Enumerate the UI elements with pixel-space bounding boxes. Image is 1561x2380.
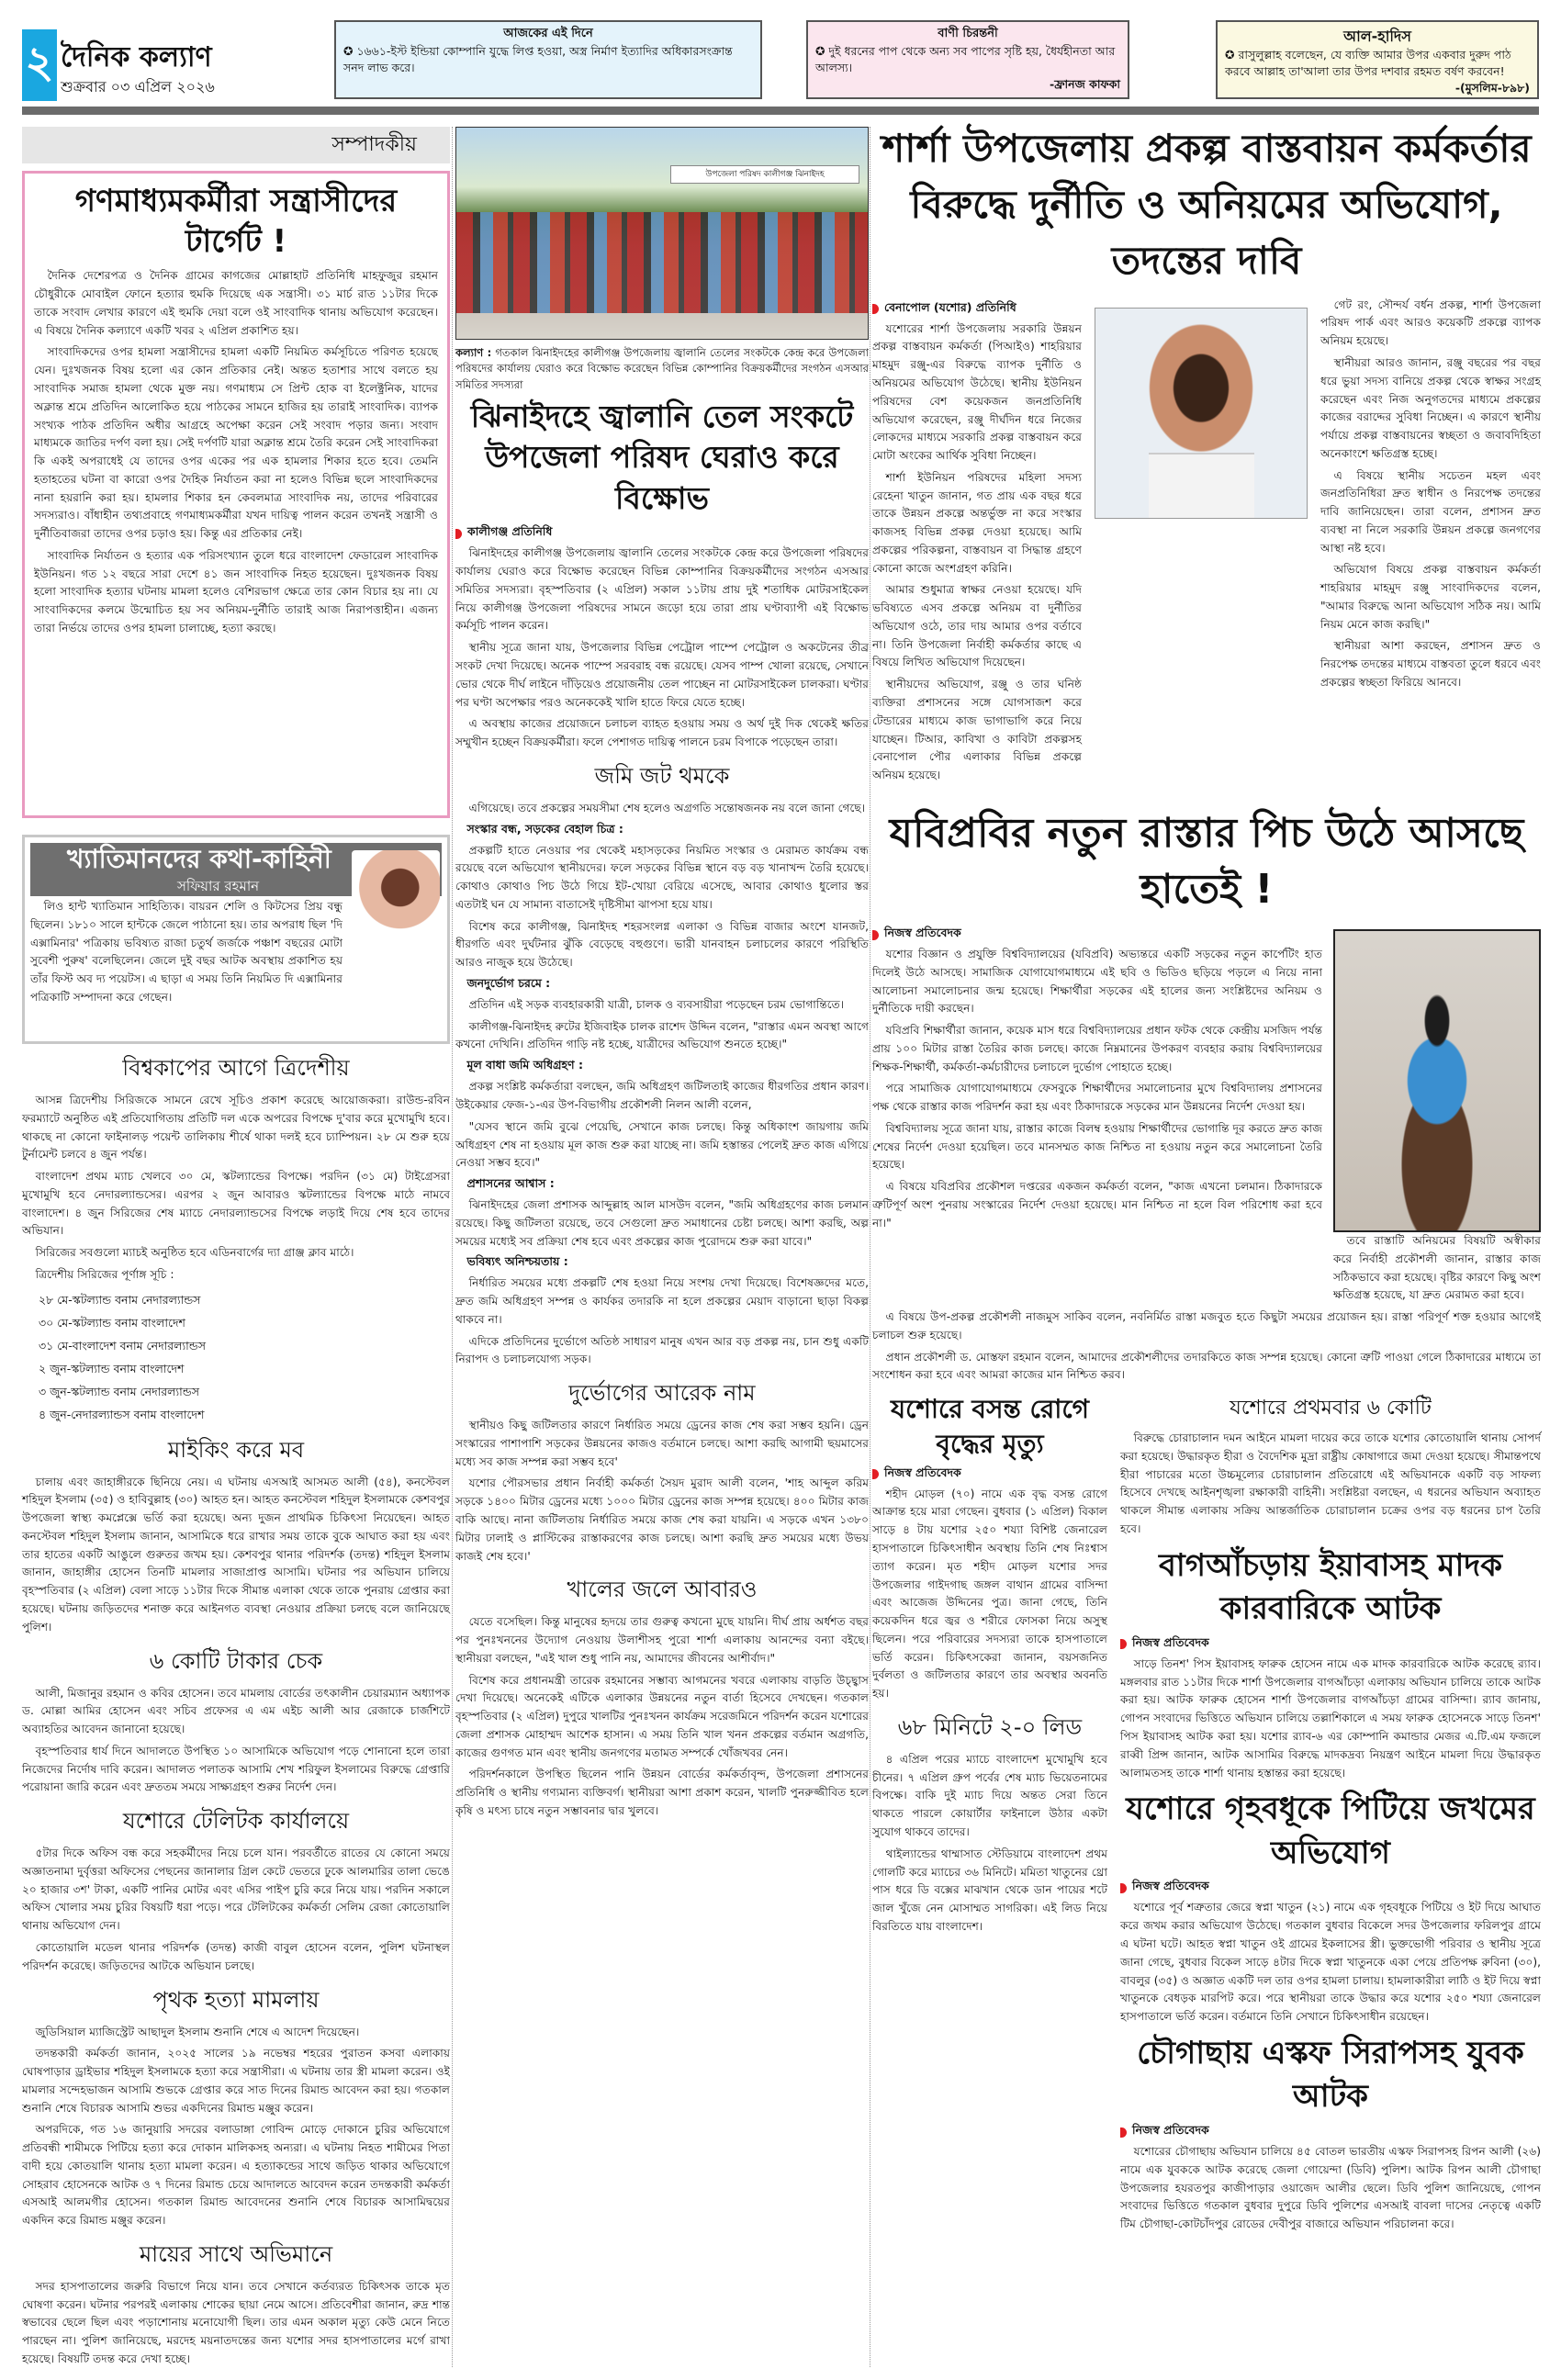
- bullet-icon: [872, 930, 879, 940]
- article-paragraph: স্থানীয়ও কিছু জটিলতার কারণে নির্ধারিত সময়ে ড্রেনের কাজ শেষ করা সম্ভব হয়নি। ড্রেন সংস্কারের পাশাপাশি সড়কের উন্নয়নের কাজও বর্তমানে চলছে। আশা করছি আগামী ছয়মাসের মধ্যে সব কাজ সম্পন্ন করা সম্ভব হবে': [455, 1419, 869, 1468]
- article-paragraph: বৃহস্পতিবার ধার্য দিনে আদালতে উপস্থিত ১০ আসামিকে অভিযোগ পড়ে শোনানো হলে তারা নিজেদের নির্দোষ দাবি করেন। আদালত পলাতক আসামি শেখ শরিফুল ইসলামের বিরুদ্ধে গ্রেপ্তারি পরোয়ানা জারি করেন এবং দ্রুততম সময়ে সাক্ষ্যগ্রহণ শুরুর নির্দেশ দেন।: [22, 1744, 450, 1794]
- article-paragraph: অপরদিকে, গত ১৬ জানুয়ারি সদরের বলাডাঙ্গা গোবিন্দ মোড়ে দোকানে চুরির অভিযোগে প্রতিবন্ধী শামীমকে পিটিয়ে হত্যা করে দোকান মালিকসহ অন্যরা। এ ঘটনায় নিহত শামীমের পিতা বাদী হয়ে কোতয়ালি থানায় হত্যা মামলা করেন। এ হত্যাকন্ডের সাথে জড়িত থাকার অভিযোগে সোহরাব হোসেনকে আটক ও ৭ দিনের রিমান্ড চেয়ে আদালতে আবেদন করেন তদন্তকারী কর্মকর্তা এসআই আলমগীর হোসেন। গতকাল রিমান্ড আবেদনের শুনানি শেষে বিচারক আসামিদ্বয়ের একদিন করে রিমান্ড মঞ্জুর করেন।: [22, 2123, 450, 2228]
- article-paragraph: এ বিষয়ে স্থানীয় সচেতন মহল এবং জনপ্রতিনিধিরা দ্রুত স্বাধীন ও নিরপেক্ষ তদন্তের দাবি জানিয়েছেন। তারা বলেন, প্রশাসন দ্রুত ব্যবস্থা না নিলে সরকারি উন্নয়ন প্রকল্পে জনগণের আস্থা নষ্ট হবে।: [1320, 468, 1541, 555]
- subhead: জনদুর্ভোগ চরমে :: [466, 975, 551, 990]
- land-jam-title: জমি জট থমকে: [594, 762, 730, 789]
- byline-text: নিজস্ব প্রতিবেদক: [884, 926, 961, 939]
- motorcycle-riders: [456, 212, 868, 313]
- byline-text: নিজস্ব প্রতিবেদক: [884, 1465, 961, 1479]
- hadis-text: ✪ রাসুলুল্লাহ বলেছেন, যে ব্যক্তি আমার উপর একবার দুরুদ পাঠ করবে আল্লাহ তা'আলা তার উপর দশবার রহমত বর্ষণ করবেন!: [1225, 48, 1511, 79]
- byline-text: কালীগঞ্জ প্রতিনিধি: [467, 524, 553, 539]
- murder-case-title: পৃথক হত্যা মামলায়: [152, 1986, 320, 2013]
- article-paragraph: প্রকল্পটি হাতে নেওয়ার পর থেকেই মহাসড়কের নিয়মিত সংস্কার ও মেরামত কার্যক্রম বন্ধ রয়েছে বলে অভিযোগ স্থানীয়দের। ফলে সড়কের বিভিন্ন স্থানে বড় বড় খানাখন্দ তৈরি হয়েছে। কোথাও কোথাও পিচ উঠে গিয়ে ইট-খোয়া বেরিয়ে এসেছে, আবার কোথাও ধুলোর স্তর এতটাই ঘন যে সামান্য বাতাসেই দৃষ্টিসীমা ঝাপসা হয়ে যায়।: [455, 843, 869, 911]
- column-divider: [452, 127, 453, 2367]
- masthead-rule: [22, 107, 1539, 115]
- subhead: মূল বাধা জমি অধিগ্রহণ :: [466, 1058, 583, 1072]
- bullet-icon: [1120, 1639, 1127, 1649]
- schedule-list: [22, 1288, 450, 1426]
- schedule-title: ত্রিদেশীয় সিরিজের পূর্ণাঙ্গ সূচি :: [35, 1267, 174, 1281]
- page-number: ২: [22, 29, 57, 101]
- article-paragraph: যশোরে পূর্ব শত্রুতার জেরে স্বপ্না খাতুন (২১) নামে এক গৃহবধূকে পিটিয়ে ও ইট দিয়ে আঘাত করে জখম করার অভিযোগ উঠেছে। গতকাল বুধবার বিকেলে সদর উপজেলার ফরিলপুর গ্রামে এ ঘটনা ঘটে। আহত স্বপ্না খাতুন ওই গ্রামের ইকলাসের স্ত্রী। ভুক্তভোগী পরিবার ও স্থানীয় সূত্রে জানা গেছে, বুধবার বিকেল সাড়ে ৪টার দিকে স্বপ্না খাতুনকে একা পেয়ে প্রতিপক্ষ রুবিনা (৩০), বাবলুর (৩৫) ও অজ্ঞাত একটি দল তার ওপর হামলা চালায়। হামলাকারীরা লাঠি ও ইট দিয়ে স্বপ্না খাতুনকে বেধড়ক মারপিট করে। পরে স্থানীয়রা তাকে উদ্ধার করে যশোর ২৫০ শয্যা জেনারেল হাসপাতালে ভর্তি করেন। বর্তমানে তিনি সেখানে চিকিৎসাধীন রয়েছেন।: [1120, 1901, 1541, 2024]
- middle-column: [455, 127, 869, 1824]
- article-paragraph: বিশ্ববিদ্যালয় সূত্রে জানা যায়, রাস্তার কাজে বিলম্ব হওয়ায় শিক্ষার্থীদের ভোগান্তি দূর করতে দ্রুত কাজ শেষের নির্দেশ দেওয়া হয়েছিল। তবে মানসম্মত কাজ নিশ্চিত না হওয়ায় নতুন করে সমালোচনা তৈরি হয়েছে।: [872, 1121, 1322, 1172]
- article-paragraph: বিশেষ করে কালীগঞ্জ, ঝিনাইদহ শহরসংলগ্ন এলাকা ও বিভিন্ন বাজার অংশে যানজট, ধীরগতি এবং দুর্ঘটনার ঝুঁকি বেড়েছে বহুগুণে। ভারী যানবাহন চলাচলের কারণে পরিস্থিতি আরও নাজুক হয়ে উঠেছে।: [455, 919, 869, 970]
- diamond-title: যশোরে প্রথমবার ৬ কোটি: [1230, 1397, 1432, 1420]
- world-cup-title: বিশ্বকাপের আগে ত্রিদেশীয়: [122, 1055, 350, 1081]
- cheque-title: ৬ কোটি টাকার চেক: [149, 1647, 323, 1674]
- author-photo: [352, 850, 440, 957]
- subhead: ভবিষ্যৎ অনিশ্চয়তায় :: [466, 1254, 568, 1269]
- article-paragraph: প্রধান প্রকৌশলী ড. মোস্তফা রহমান বলেন, আমাদের প্রকৌশলীদের তদারকিতে কাজ সম্পন্ন হয়েছে। কোনো ত্রুটি পাওয়া গেলে ঠিকাদারের মাধ্যমে তা সংশোধন করা হবে এবং আমরা কাজের মান নিশ্চিত করব।: [872, 1350, 1541, 1382]
- pox-headline: যশোরে বসন্ত রোগে বৃদ্ধের মৃত্যু: [890, 1394, 1090, 1459]
- bottom-right-stack: [1120, 1392, 1541, 2238]
- byline: [1120, 1879, 1541, 1897]
- article-paragraph: বিরুদ্ধে চোরাচালান দমন আইনে মামলা দায়ের করে তাকে যশোর কোতোয়ালি থানায় সোপর্দ করা হয়েছে। উদ্ধারকৃত হীরা ও বৈদেশিক মুদ্রা রাষ্ট্রীয় কোষাগারে জমা দেওয়া হয়েছে। সীমান্তপথে হীরা পাচারের মতো উচ্চমূল্যের চোরাচালান প্রতিরোধে এই অভিযানকে একটি বড় সাফল্য হিসেবে দেখছে আইনশৃঙ্খলা রক্ষাকারী বাহিনী। সংশ্লিষ্টরা বলছেন, এ ধরনের অভিযান অব্যাহত থাকলে সীমান্ত এলাকায় সক্রিয় আন্তর্জাতিক চোরাচালান চক্রের ওপর বড় ধরনের চাপ তৈরি হবে।: [1120, 1431, 1541, 1535]
- article-paragraph: থাইল্যান্ডের থাম্মাসাত স্টেডিয়ামে বাংলাদেশ প্রথম গোলটি করে ম্যাচের ৩৬ মিনিটে। মমিতা খাতুনের থ্রো পাস ধরে ডি বক্সের মাঝখান থেকে ডান পায়ের শটে জাল খুঁজে নেন মোসাম্মত সাগরিকা। এই লিড নিয়ে বিরতিতে যায় বাংলাদেশ।: [872, 1847, 1107, 1933]
- article-paragraph: এদিকে প্রতিদিনের দুর্ভোগে অতিষ্ঠ সাধারণ মানুষ এখন আর বড় প্রকল্প নয়, চান শুধু একটি নিরাপদ ও চলাচলযোগ্য সড়ক।: [455, 1334, 869, 1366]
- byline-text: নিজস্ব প্রতিবেদক: [1132, 1634, 1209, 1649]
- canal-title: খালের জলে আবারও: [567, 1577, 758, 1603]
- bullet-icon: [1120, 1883, 1127, 1893]
- editorial-title: গণমাধ্যমকর্মীরা সন্ত্রাসীদের টার্গেট !: [74, 183, 398, 261]
- byline-text: নিজস্ব প্রতিবেদক: [1132, 1879, 1209, 1893]
- road-photo: [1333, 929, 1541, 1232]
- article-paragraph: এ অবস্থায় কাজের প্রয়োজনে চলাচল ব্যাহত হওয়ায় সময় ও অর্থ দুই দিক থেকেই ক্ষতির সম্মুখীন হচ্ছেন বিক্রয়কর্মীরা। ফলে পেশাগত দায়িত্ব পালনে চরম বিপাকে পড়েছেন তারা।: [455, 717, 869, 749]
- road-article-text: [872, 922, 1322, 1308]
- subhead: সংস্কার বন্ধ, সড়কের বেহাল চিত্র :: [466, 821, 623, 836]
- mother-title: মায়ের সাথে অভিমানে: [139, 2240, 333, 2267]
- today-in-history-box: [334, 20, 762, 99]
- article-paragraph: এ বিষয়ে যবিপ্রবির প্রকৌশল দপ্তরের একজন কর্মকর্তা বলেন, "কাজ এখনো চলমান। ঠিকাদারকে ত্রুটিপূর্ণ অংশ পুনরায় সংস্কারের নির্দেশ দেওয়া হয়েছে। মান নিশ্চিত না হলে বিল পরিশোধ করা হবে না।": [872, 1180, 1322, 1229]
- teletalk-title: যশোরে টেলিটক কার্যালয়ে: [122, 1808, 350, 1835]
- photo-caption: [455, 345, 869, 393]
- article-paragraph: স্থানীয়রা আরও জানান, রঞ্জু বছরের পর বছর ধরে ভুয়া সদস্য বানিয়ে প্রকল্প থেকে স্বাক্ষর সংগ্রহ করেছেন এবং নিজ অনুগতদের মাধ্যমে প্রকল্পের কাজের বরাদ্দের সুবিধা নিচ্ছেন। এ কারণে স্থানীয় পর্যায়ে প্রকল্প বাস্তবায়নের স্বচ্ছতা ও জবাবদিহিতা অনেকাংশে ক্ষতিগ্রস্ত হচ্ছে।: [1320, 355, 1541, 460]
- bullet-icon: [1120, 2127, 1127, 2138]
- article-paragraph: শহীদ মোড়ল (৭০) নামে এক বৃদ্ধ বসন্ত রোগে আক্রান্ত হয়ে মারা গেছেন। বুধবার (১ এপ্রিল) বিকাল সাড়ে ৪ টায় যশোর ২৫০ শয্যা বিশিষ্ট জেনারেল হাসপাতালে চিকিৎসাধীন অবস্থায় তিনি শেষ নিঃশ্বাস ত্যাগ করেন। মৃত শহীদ মোড়ল যশোর সদর উপজেলার গাইদগাছ জঙ্গল বাথান গ্রামের বাসিন্দা এবং আজেজ উদ্দিনের পুত্র। জানা গেছে, তিনি কয়েকদিন ধরে জ্বর ও শরীরে ফোসকা নিয়ে অসুস্থ ছিলেন। পরে পরিবারের সদস্যরা তাকে হাসপাতালে ভর্তি করেন। চিকিৎসকেরা জানান, বয়সজনিত দুর্বলতা ও জটিলতার কারণে তার অবস্থার অবনতি হয়।: [872, 1487, 1107, 1701]
- article-paragraph: যশোর পৌরসভার প্রধান নির্বাহী কর্মকর্তা সৈয়দ মুরাদ আলী বলেন, 'শাহ আব্দুল করিম সড়কে ১৪০০ মিটার ড্রেনের মধ্যে ১০০০ মিটার ড্রেনের কাজ সম্পন্ন হয়েছে। ৪০০ মিটার কাজ বাকি আছে। নানা জটিলতায় নির্ধারিত সময়ে কাজ শেষ করা যায়নি। এ সড়কে এখন ১৩৮০ মিটার ঢালাই ও প্লাস্টিকের রাস্তাকরণের কাজ চলছে। আশা করছি দ্রুত সময়ের মধ্যে উভয় কাজই শেষ হবে।': [455, 1476, 869, 1563]
- article-paragraph: আলী, মিজানুর রহমান ও কবির হোসেন। তবে মামলায় বোর্ডের তৎকালীন চেয়ারম্যান অধ্যাপক ড. মোল্লা আমির হোসেন এবং সচিব প্রফেসর এ এম এইচ আলী আর রেজাকে চার্জশিটে অব্যাহতির আবেদন জানানো হয়েছে।: [22, 1686, 450, 1736]
- article-paragraph: জুডিসিয়াল ম্যাজিস্ট্রেট আছাদুল ইসলাম শুনানি শেষে এ আদেশ দিয়েছেন।: [35, 2025, 360, 2038]
- byline: [1120, 2123, 1541, 2141]
- today-in-history-title: আজকের এই দিনে: [503, 27, 593, 40]
- today-in-history-text: ✪ ১৬৬১-ইস্ট ইন্ডিয়া কোম্পানি যুদ্ধে লিপ্ত হওয়া, অস্ত্র নির্মাণ ইত্যাদির অধিকারসংক্রান্ত সনদ লাভ করে।: [343, 43, 733, 74]
- quote-author: -ফ্রানজ কাফকা: [1050, 77, 1120, 92]
- housewife-headline: যশোরে গৃহবধূকে পিটিয়ে জখমের অভিযোগ: [1126, 1791, 1535, 1871]
- article-paragraph: এগিয়েছে। তবে প্রকল্পের সময়সীমা শেষ হলেও অগ্রগতি সন্তোষজনক নয় বলে জানা গেছে।: [468, 801, 866, 814]
- lead-article: [872, 297, 1541, 789]
- article-paragraph: কোতোয়ালি মডেল থানার পরিদর্শক (তদন্ত) কাজী বাবুল হোসেন বলেন, পুলিশ ঘটনাস্থল পরিদর্শন করেছে। জড়িতদের আটকে অভিযান চলছে।: [22, 1940, 450, 1972]
- article-paragraph: ৪ এপ্রিল পরের ম্যাচে বাংলাদেশ মুখোমুখি হবে চীনের। ৭ এপ্রিল গ্রুপ পর্বের শেষ ম্যাচ ভিয়েতনামের বিপক্ষে। বাকি দুই ম্যাচ দিয়ে অন্তত সেরা তিনে থাকতে পারলে কোয়ার্টার ফাইনালে উঠার একটা সুযোগ থাকবে তাদের।: [872, 1752, 1107, 1838]
- schedule-item: ২ জুন-স্কটল্যান্ড বনাম বাংলাদেশ: [39, 1361, 185, 1375]
- yaba-headline: বাগআঁচড়ায় ইয়াবাসহ মাদক কারবারিকে আটক: [1159, 1546, 1502, 1628]
- article-paragraph: শার্শা ইউনিয়ন পরিষদের মহিলা সদস্য রেহেনা খাতুন জানান, গত প্রায় এক বছর ধরে তাকে উন্নয়ন প্রকল্পে অন্তর্ভুক্ত না করে সংস্কার কাজসহ বিভিন্ন প্রকল্প দেওয়া হয়েছে। আমি প্রকল্পের পরিকল্পনা, বাস্তবায়ন বা সিদ্ধান্ত গ্রহণে কোনো কাজে অংশগ্রহণ করিনি।: [872, 470, 1082, 575]
- article-paragraph: যবিপ্রবি শিক্ষার্থীরা জানান, কয়েক মাস ধরে বিশ্ববিদ্যালয়ের প্রধান ফটক থেকে কেন্দ্রীয় মসজিদ পর্যন্ত প্রায় ১০০ মিটার রাস্তা তৈরির কাজ চলছে। কাজে নিম্নমানের উপকরণ ব্যবহার করায় বিশ্ববিদ্যালয়ের শিক্ষক-শিক্ষার্থী, কর্মকর্তা-কর্মচারীদের চলাচলে দুর্ভোগ পোহাতে হচ্ছে।: [872, 1024, 1322, 1073]
- byline: [872, 1465, 1107, 1484]
- article-paragraph: এ বিষয়ে উপ-প্রকল্প প্রকৌশলী নাজমুস সাকিব বলেন, নবনির্মিত রাস্তা মজবুত হতে কিছুটা সময়ের প্রয়োজন হয়। রাস্তা পরিপূর্ণ শক্ত হওয়ার আগেই চলাচল শুরু হয়েছে।: [872, 1310, 1541, 1342]
- issue-date: শুক্রবার ০৩ এপ্রিল ২০২৬: [61, 78, 215, 95]
- bullet-icon: [872, 304, 879, 314]
- byline-text: বেনাপোল (যশোর) প্রতিনিধি: [884, 299, 1016, 314]
- schedule-item: ২৮ মে-স্কটল্যান্ড বনাম নেদারল্যান্ডস: [39, 1292, 201, 1307]
- editorial-paragraph: সাংবাদিকদের ওপর হামলা সন্ত্রাসীদের হামলা একটি নিয়মিত কর্মসূচিতে পরিণত হয়েছে যেন। দুঃখজনক বিষয় হলো এর কোন প্রতিকার নেই। অন্তত হতাশার সাথে বলতে হয় সাংবাদিক সমাজ হামলা থেকে মুক্ত নয়। গণমাধ্যম সে প্রিন্ট হোক বা ইলেক্ট্রনিক, যাদের অক্লান্ত শ্রমে প্রতিদিন আলোকিত হয়ে পাঠকের সামনে হাজির হয় তারাই সাংবাদিক। ব্যাপক সংখ্যক পাঠক প্রতিদিন অধীর আগ্রহে অপেক্ষা করেন সেই সংবাদ পড়ার জন্য। সংবাদ মাধ্যমকে জাতির দর্পণ বলা হয়। সেই দর্পণটি যারা অক্লান্ত শ্রমে তৈরি করেন সেই সাংবাদিকরা কি একই অপরাধেই যে তাদের ওপর একের পর এক হামলার শিকার হতে হবে। তেমনি হতাহতের ঘটনা বা কারো ওপর দৈহিক নির্যাতন করা না হলেও বিভিন্ন ছলে সাংবাদিকদের নানা হয়রানি করা হয়। হামলার শিকার হন কেবলমাত্র সাংবাদিক নয়, তাদের পরিবারের সদস্যরাও। বাঁধাহীন তথ্যপ্রবাহে গণমাধ্যমকর্মীরা যখন দায়িত্ব পালন করেন তখনই সন্ত্রাসী ও দুর্নীতিবাজরা তাদের ওপর চড়াও হয়। কিন্তু এর প্রতিকার নেই।: [34, 345, 438, 541]
- feature-author: সফিয়ার রহমান: [177, 878, 260, 894]
- feature-title: খ্যাতিমানদের কথা-কাহিনী: [67, 844, 331, 874]
- byline: [1120, 1635, 1541, 1654]
- hadis-title: আল-হাদিস: [1343, 28, 1411, 45]
- suffering-title: দুর্ভোগের আরেক নাম: [568, 1380, 756, 1407]
- hadis-box: [1216, 20, 1539, 99]
- quote-title: বাণী চিরন্তনী: [938, 27, 998, 40]
- road-photo-col: [1333, 922, 1541, 1308]
- article-paragraph: বিশেষ করে প্রধানমন্ত্রী তারেক রহমানের সম্ভাব্য আগমনের খবরে এলাকায় বাড়তি উচ্ছ্বাস দেখা দিয়েছে। অনেকেই এটিকে এলাকার উন্নয়নের নতুন বার্তা হিসেবে দেখছেন। গতকাল বৃহস্পতিবার (২ এপ্রিল) দুপুরে খালটির পুনঃখনন কার্যক্রম সরেজমিনে পরিদর্শন করেন যশোরের জেলা প্রশাসক মোহাম্মদ আশেক হাসান। এ সময় তিনি খাল খনন প্রকল্পের বর্তমান অগ্রগতি, কাজের গুণগত মান এবং স্থানীয় জনগণের মতামত সম্পর্কে খোঁজখবর নেন।: [455, 1673, 869, 1759]
- article-paragraph: সিরিজের সবগুলো ম্যাচই অনুষ্ঠিত হবে এডিনবার্গের দ্যা গ্রাঞ্জ ক্লাব মাঠে।: [35, 1246, 354, 1260]
- article-paragraph: নির্ধারিত সময়ের মধ্যে প্রকল্পটি শেষ হওয়া নিয়ে সংশয় দেখা দিয়েছে। বিশেষজ্ঞদের মতে, দ্রুত জমি অধিগ্রহণ সম্পন্ন ও কার্যকর তদারকি না হলে প্রকল্পের মেয়াদ বাড়ানো ছাড়া বিকল্প থাকবে না।: [455, 1276, 869, 1326]
- article-paragraph: স্থানীয়রা আশা করছেন, প্রশাসন দ্রুত ও নিরপেক্ষ তদন্তের মাধ্যমে বাস্তবতা তুলে ধরবে এবং প্রকল্পের স্বচ্ছতা ফিরিয়ে আনবে।: [1320, 639, 1541, 689]
- byline-text: নিজস্ব প্রতিবেদক: [1132, 2123, 1209, 2137]
- article-paragraph: যেতে বসেছিল। কিন্তু মানুষের হৃদয়ে তার গুরুত্ব কখনো মুছে যায়নি। দীর্ঘ প্রায় অর্ধশত বছর পর পুনঃখননের উদ্যোগ নেওয়ায় উলাশীসহ পুরো শার্শা এলাকায় আনন্দের বন্যা বইছে। স্থানীয়রা বলছেন, "এই খাল শুধু পানি নয়, আমাদের জীবনের আশীর্বাদ।": [455, 1615, 869, 1665]
- quote-text: ✪ দুই ধরনের পাপ থেকে অন্য সব পাপের সৃষ্টি হয়, ধৈর্যহীনতা আর আলস্য।: [815, 43, 1116, 74]
- article-paragraph: যশোরের চৌগাছায় অভিযান চালিয়ে ৪৫ বোতল ভারতীয় এস্কফ সিরাপসহ রিপন আলী (২৬) নামে এক যুবককে আটক করেছে জেলা গোয়েন্দা (ডিবি) পুলিশ। আটক রিপন আলী চৌগাছা উপজেলার হযরতপুর কাজীপাড়ার ওয়াজেদ আলীর ছেলে। ডিবি পুলিশ জানিয়েছে, গোপন সংবাদের ভিত্তিতে গতকাল বুধবার দুপুরে ডিবি পুলিশের এসআই বাবলা দাসের নেতৃত্বে একটি টিম চৌগাছা-কোটচাঁদপুর রোডের দেবীপুর বাজারে অভিযান পরিচালনা করে।: [1120, 2145, 1541, 2231]
- byline: [455, 524, 869, 543]
- quote-box: [806, 20, 1129, 99]
- article-paragraph: আমার শুধুমাত্র স্বাক্ষর নেওয়া হয়েছে। যদি ভবিষ্যতে এসব প্রকল্পে অনিয়ম বা দুর্নীতির অভিযোগ ওঠে, তার দায় আমার ওপর বর্তাবে না। তিনি উপজেলা নির্বাহী কর্মকর্তার কাছে এ বিষয়ে লিখিত অভিযোগ দিয়েছেন।: [872, 583, 1082, 669]
- paper-name: দৈনিক কল্যাণ: [61, 41, 212, 73]
- bottom-left-stack: [872, 1392, 1107, 2238]
- article-paragraph: তদন্তকারী কর্মকর্তা জানান, ২০২৫ সালের ১৯ নভেম্বর শহরের পুরাতন কসবা এলাকায় ঘোষপাড়ার ড্রাইভার শহিদুল ইসলামকে হত্যা করে সন্ত্রাসীরা। এ ঘটনায় তার স্ত্রী মামলা করেন। ওই মামলার সন্দেহভাজন আসামি শুভকে গ্রেপ্তার করে সাত দিনের রিমান্ড আবেদন করা হয়। গতকাল শুনানি শেষে বিচারক আসামি শুভর একদিনের রিমান্ড মঞ্জুর করেন।: [22, 2047, 450, 2115]
- article-paragraph: আসন্ন ত্রিদেশীয় সিরিজকে সামনে রেখে সূচিও প্রকাশ করেছে আয়োজকরা। রাউন্ড-রবিন ফরম্যাটে অনুষ্ঠিত এই প্রতিযোগিতায় প্রতিটি দল একে অপরের বিপক্ষে দু'বার করে মুখোমুখি হবে। থাকছে না কোনো ফাইনালড় পয়েন্ট তালিকায় শীর্ষে থাকা দলই হবে চ্যাম্পিয়ন। ২৮ মে শুরু হয়ে টুর্নামেন্ট চলবে ৪ জুন পর্যন্ত।: [22, 1094, 450, 1162]
- article-paragraph: ৫টার দিকে অফিস বন্ধ করে সহকর্মীদের নিয়ে চলে যান। পরবর্তীতে রাতের যে কোনো সময়ে অজ্ঞাতনামা দুর্বৃত্তরা অফিসের পেছনের জানালার গ্রিল কেটে ভেতরে ঢুকে আলমারির তালা ভেঙে ২০ হাজার ৩শ' টাকা, একটি পানির মোটর এবং এসির পাইপ চুরি করে নিয়ে যায়। পরদিন সকালে অফিস খোলার সময় চুরির বিষয়টি ধরা পড়ে। পরে টেলিটকের কর্মকর্তা সেলিম রেজা কোতোয়ালি থানায় অভিযোগ দেন।: [22, 1847, 450, 1933]
- lead-text-col-3: [1320, 297, 1541, 789]
- masthead: [22, 18, 1561, 116]
- subhead: প্রশাসনের আশ্বাস :: [466, 1176, 555, 1191]
- article-paragraph: স্থানীয় সূত্রে জানা যায়, উপজেলার বিভিন্ন পেট্রোল পাম্পে পেট্রোল ও অকটেনের তীব্র সংকট দেখা দিয়েছে। অনেক পাম্পে সরবরাহ বন্ধ রয়েছে। যেসব পাম্প খোলা রয়েছে, সেখানে ভোর থেকে দীর্ঘ লাইনে দাঁড়িয়েও প্রয়োজনীয় তেল পাচ্ছেন না মোটরসাইকেল চালকরা। ঘণ্টার পর ঘণ্টা অপেক্ষার পরও অনেককেই খালি হাতে ফিরে যেতে হচ্ছে।: [455, 641, 869, 709]
- bullet-icon: [455, 529, 462, 539]
- schedule-item: ৩১ মে-বাংলাদেশ বনাম নেদারল্যান্ডস: [39, 1338, 206, 1353]
- article-paragraph: তবে রাস্তাটি অনিয়মের বিষয়টি অস্বীকার করে নির্বাহী প্রকৌশলী জানান, রাস্তার কাজ সঠিকভাবে করা হয়েছে। বৃষ্টির কারণে কিছু অংশ ক্ষতিগ্রস্ত হয়েছে, যা দ্রুত মেরামত করা হবে।: [1333, 1234, 1541, 1302]
- fuel-crisis-title: ঝিনাইদহে জ্বালানি তেল সংকটে উপজেলা পরিষদ ঘেরাও করে বিক্ষোভ: [470, 398, 854, 516]
- editorial-box: [22, 171, 450, 818]
- road-article: [872, 922, 1541, 1308]
- right-column: [872, 127, 1541, 2238]
- editorial-label: সম্পাদকীয়: [22, 127, 450, 163]
- article-paragraph: বাংলাদেশ প্রথম ম্যাচ খেলবে ৩০ মে, স্কটল্যান্ডের বিপক্ষে। পরদিন (৩১ মে) টাইগ্রেসরা মুখোমুখি হবে নেদারল্যান্ডসের। এরপর ২ জুন আবারও স্কটল্যান্ডের বিপক্ষে মাঠে নামবে বাংলাদেশ। ৪ জুন সিরিজের শেষ ম্যাচে নেদারল্যান্ডসের বিপক্ষে লড়াই দিয়ে শেষ হবে তাদের অভিযান।: [22, 1170, 450, 1238]
- article-paragraph: যশোরের শার্শা উপজেলায় সরকারি উন্নয়ন প্রকল্প বাস্তবায়ন কর্মকর্তা (পিআইও) শাহরিয়ার মাহমুদ রঞ্জু-এর বিরুদ্ধে ব্যাপক দুর্নীতি ও অনিয়মের অভিযোগ উঠেছে। স্থানীয় ইউনিয়ন পরিষদের বেশ কয়েকজন জনপ্রতিনিধি অভিযোগ করেছেন, রঞ্জু দীর্ঘদিন ধরে নিজের লোকদের মাধ্যমে সরকারি প্রকল্প বাস্তবায়ন করে মোটা অংকের আর্থিক সুবিধা নিচ্ছেন।: [872, 321, 1082, 463]
- editorial-paragraph: সাংবাদিক নির্যাতন ও হত্যার এক পরিসংখ্যান তুলে ধরে বাংলাদেশ ফেডারেল সাংবাদিক ইউনিয়ন। গত ১২ বছরে সারা দেশে ৪১ জন সাংবাদিক নিহত হয়েছেন। দুঃখজনক বিষয় হলো সাংবাদিক হত্যার ঘটনায় মামলা হলেও বেশিরভাগ ক্ষেত্রে তার কোন বিচার হয় না। যে সাংবাদিকদের কলমে উন্মোচিত হয় সব অনিয়ম-দুর্নীতি তারাই আজ নিরাপত্তাহীন। এজন্য তারা নির্ভয়ে তাদের ওপর হামলা চালাচ্ছে, হত্যা করছে।: [34, 548, 438, 634]
- schedule-item: ৪ জুন-নেদারল্যান্ডস বনাম বাংলাদেশ: [39, 1407, 205, 1421]
- article-paragraph: যশোর বিজ্ঞান ও প্রযুক্তি বিশ্ববিদ্যালয়ের (যবিপ্রবি) অভ্যন্তরে একটি সড়কের নতুন কার্পেটিং হাত দিলেই উঠে আসছে। সামাজিক যোগাযোগমাধ্যমে এই ছবি ও ভিডিও ছড়িয়ে পড়লে এ নিয়ে নানা আলোচনা সমালোচনার জন্ম হয়েছে। শিক্ষার্থীরা সড়কের এই হালের জন্য সংশ্লিষ্টদের অনিয়ম ও দুর্নীতিকে দায়ী করছেন।: [872, 948, 1322, 1016]
- feature-text: লিও হান্ট খ্যাতিমান সাহিত্যিক। বায়রন শেলি ও কিটসের প্রিয় বন্ধু ছিলেন। ১৮১০ সালে হান্টকে জেলে পাঠানো হয়। তার অপরাধ ছিল 'দি এক্সামিনার' পত্রিকায় ভবিষ্যত রাজা চতুর্থ জর্জকে পঞ্চাশ বছরের মোটা সুবেশী পুরুষ' বলেছিলেন। জেলে দুই বছর আটক অবস্থায় প্রকাশিত হয় তাঁর ফিস্ট অব দ্য পয়েটস। এ ছাড়া এ সময় তিনি নিয়মিত দি এক্সামিনার পত্রিকাটি সম্পাদনা করে গেছেন।: [30, 900, 343, 1004]
- gate-sign: উপজেলা পরিষদ কালীগঞ্জ ঝিনাইদহ: [670, 165, 859, 184]
- article-paragraph: অভিযোগ বিষয়ে প্রকল্প বাস্তবায়ন কর্মকর্তা শাহরিয়ার মাহমুদ রঞ্জু সাংবাদিকদের বলেন, "আমার বিরুদ্ধে আনা অভিযোগ সঠিক নয়। আমি নিয়ম মেনে কাজ করছি।": [1320, 563, 1541, 631]
- schedule-item: ৩ জুন-স্কটল্যান্ড বনাম নেদারল্যান্ডস: [39, 1384, 199, 1398]
- caption-label: কল্যাণ :: [455, 346, 492, 359]
- article-paragraph: সদর হাসপাতালের জরুরি বিভাগে নিয়ে যান। তবে সেখানে কর্তব্যরত চিকিৎসক তাকে মৃত ঘোষণা করেন। ঘটনার পরপরই এলাকায় শোকের ছায়া নেমে আসে। প্রতিবেশীরা জানান, রুদ্র শান্ত স্বভাবের ছেলে ছিল এবং পড়াশোনায় মনোযোগী ছিল। তার এমন অকাল মৃত্যু কেউ মেনে নিতে পারছেন না। পুলিশ জানিয়েছে, মরদেহ ময়নাতদন্তের জন্য যশোর সদর হাসপাতালের মর্গে রাখা হয়েছে। বিষয়টি তদন্ত করে দেখা হচ্ছে।: [22, 2279, 450, 2365]
- article-paragraph: পরিদর্শনকালে উপস্থিত ছিলেন পানি উন্নয়ন বোর্ডের কর্মকর্তাবৃন্দ, উপজেলা প্রশাসনের প্রতিনিধি ও স্থানীয় গণ্যমান্য ব্যক্তিবর্গ। স্থানীয়রা আশা প্রকাশ করেন, খালটি পুনরুজ্জীবিত হলে কৃষি ও মৎস্য চাষে নতুন সম্ভাবনার দ্বার খুলবে।: [455, 1768, 869, 1817]
- bullet-icon: [872, 1469, 879, 1479]
- phensedyl-headline: চৌগাছায় এস্কফ সিরাপসহ যুবক আটক: [1137, 2034, 1524, 2116]
- editorial-paragraph: দৈনিক দেশেরপত্র ও দৈনিক গ্রামের কাগজের মোল্লাহাট প্রতিনিধি মাহফুজুর রহমান চৌধুরীকে মোবাইল ফোনে হত্যার হুমকি দিয়েছে এক সন্ত্রাসী। ৩১ মার্চ রাত ১১টার দিকে তাকে সংবাদ লেখার কারণে এই হুমকি দেয়া বলে ওই সাংবাদিক থানায় অভিযোগ করেছেন। এ বিষয়ে দৈনিক কল্যাণে একটি খবর ২ এপ্রিল প্রকাশিত হয়।: [34, 269, 438, 337]
- bottom-stories: [872, 1392, 1541, 2238]
- article-paragraph: ঝিনাইদহের জেলা প্রশাসক আব্দুল্লাহ আল মাসউদ বলেন, "জমি অধিগ্রহণের কাজ চলমান রয়েছে। কিছু জটিলতা রয়েছে, তবে সেগুলো দ্রুত সমাধানের চেষ্টা চলছে। আশা করছি, অল্প সময়ের মধ্যেই সব প্রক্রিয়া শেষ হবে এবং প্রকল্পের কাজ পুরোদমে শুরু করা যাবে।": [455, 1198, 869, 1248]
- rally-photo: [455, 127, 869, 340]
- article-paragraph: প্রতিদিন এই সড়ক ব্যবহারকারী যাত্রী, চালক ও ব্যবসায়ীরা পড়েছেন চরম ভোগান্তিতে।: [468, 997, 845, 1011]
- article-paragraph: স্থানীয়দের অভিযোগ, রঞ্জু ও তার ঘনিষ্ঠ ব্যক্তিরা প্রশাসনের সঙ্গে যোগসাজশ করে টেন্ডারের মাধ্যমে কাজ ভাগাভাগি করে নিয়ে যাচ্ছেন। টিআর, কাবিখা ও কাবিটা প্রকল্পসহ বেনাপোল পৌর এলাকার বিভিন্ন প্রকল্পে অনিয়ম হয়েছে।: [872, 678, 1082, 782]
- official-portrait: [1095, 308, 1308, 519]
- article-paragraph: চালায় এবং জাহাঙ্গীরকে ছিনিয়ে নেয়। এ ঘটনায় এসআই আসমত আলী (৫৪), কনস্টেবল শহিদুল ইসলাম (৩৫) ও হাবিবুল্লাহ (৩০) আহত হন। আহত কনস্টেবল শহিদুল ইসলামকে কেশবপুর উপজেলা স্বাস্থ্য কমপ্লেক্সে ভর্তি করা হয়েছে। অন্য দুজন প্রাথমিক চিকিৎসা নিয়েছেন। আহত কনস্টেবল শহিদুল ইসলাম জানান, আসামিকে ধরে রাখার সময় তাকে বুকে আঘাত করা হয় এবং তার হাতের একটি আঙুলে গুরুতর জখম হয়। কেশবপুর থানার পরিদর্শক (তদন্ত) শহিদুল ইসলাম জানান, জাহাঙ্গীর হোসেন তিনটি মামলার সাজাপ্রাপ্ত আসামি। ঘটনার পর অভিযান চালিয়ে বৃহস্পতিবার (২ এপ্রিল) বেলা সাড়ে ১১টার দিকে সীমান্ত এলাকা থেকে তাকে পুনরায় গ্রেপ্তার করা হয়েছে। ঘটনায় জড়িতদের শনাক্ত করে আইনগত ব্যবস্থা নেওয়ার প্রক্রিয়া চলছে বলে জানিয়েছে পুলিশ।: [22, 1475, 450, 1633]
- article-paragraph: সাড়ে তিনশ' পিস ইয়াবাসহ ফারুক হোসেন নামে এক মাদক কারবারিকে আটক করেছে র‌্যাব। মঙ্গলবার রাত ১১টার দিকে শার্শা উপজেলার বাগআঁচড়া এলাকায় অভিযান চালিয়ে তাকে আটক করা হয়। আটক ফারুক হোসেন শার্শা উপজেলার বাগআঁচড়া গ্রামের বাসিন্দা। র‌্যাব জানায়, গোপন সংবাদের ভিত্তিতে অভিযান চালিয়ে তল্লাশিকালে এ সময় ফারুক হোসেনকে সাড়ে তিনশ' পিস ইয়াবাসহ আটক করা হয়। যশোর র‌্যাব-৬ এর কোম্পানি কমান্ডার মেজর এ.টি.এম ফজলে রাব্বী প্রিন্স জানান, আটক আসামির বিরুদ্ধে মাদকদ্রব্য নিয়ন্ত্রণ আইনে মামলা দিয়ে উদ্ধারকৃত আলামতসহ তাকে শার্শা থানায় হস্তান্তর করা হয়েছে।: [1120, 1656, 1541, 1779]
- hadis-source: -(মুসলিম-৮৯৮): [1454, 81, 1530, 95]
- byline: [872, 300, 1082, 319]
- byline: [872, 926, 1322, 944]
- lead-photo-col: [1095, 297, 1308, 789]
- article-paragraph: প্রকল্প সংশ্লিষ্ট কর্মকর্তারা বলছেন, জমি অধিগ্রহণ জটিলতাই কাজের ধীরগতির প্রধান কারণ। উইকেয়ার ফেজ-১-এর উপ-বিভাগীয় প্রকৌশলী নিলন আলী বলেন,: [455, 1080, 869, 1111]
- article-paragraph: গেট রং, সৌন্দর্য বর্ধন প্রকল্প, শার্শা উপজেলা পরিষদ পার্ক এবং আরও কয়েকটি প্রকল্পে ব্যাপক অনিয়ম হয়েছে।: [1320, 298, 1541, 348]
- feature-column-box: [22, 835, 450, 1044]
- lead-headline: শার্শা উপজেলায় প্রকল্প বাস্তবায়ন কর্মকর্তার বিরুদ্ধে দুর্নীতি ও অনিয়মের অভিযোগ, তদন্তের দাবি: [882, 126, 1532, 283]
- article-paragraph: কালীগঞ্জ-ঝিনাইদহ রুটের ইজিবাইক চালক রাশেদ উদ্দিন বলেন, "রাস্তার এমন অবস্থা আগে কখনো দেখিনি। প্রতিদিন গাড়ি নষ্ট হচ্ছে, যাত্রীদের অভিযোগ শুনতে হচ্ছে।": [455, 1019, 869, 1051]
- caption-text: গতকাল ঝিনাইদহের কালীগঞ্জ উপজেলায় জ্বালানি তেলের সংকটকে কেন্দ্র করে উপজেলা পরিষদের কার্যালয় ঘেরাও করে বিক্ষোভ করেছেন বিভিন্ন কোম্পানির বিক্রয়কর্মীদের সংগঠন এসআর সমিতির সদস্যরা: [455, 346, 869, 391]
- article-paragraph: পরে সামাজিক যোগাযোগমাধ্যমে ফেসবুকে শিক্ষার্থীদের সমালোচনার মুখে বিশ্ববিদ্যালয় প্রশাসনের পক্ষ থেকে রাস্তার কাজ পরিদর্শন করা হয় এবং ঠিকাদারকে সড়কের মান উন্নয়নের নির্দেশ দেওয়া হয়।: [872, 1082, 1322, 1114]
- article-paragraph: "যেসব স্থানে জমি বুঝে পেয়েছি, সেখানে কাজ চলছে। কিন্তু অধিকাংশ জায়গায় জমি অধিগ্রহণ শেষ না হওয়ায় মূল কাজ শুরু করা যাচ্ছে না। জমি হস্তান্তর পেলেই দ্রুত কাজ এগিয়ে নেওয়া সম্ভব হবে।": [455, 1119, 869, 1170]
- road-headline: যবিপ্রবির নতুন রাস্তার পিচ উঠে আসছে হাতেই !: [889, 809, 1524, 914]
- lead-text-col-1: [872, 297, 1082, 789]
- schedule-item: ৩০ মে-স্কটল্যান্ড বনাম বাংলাদেশ: [39, 1315, 185, 1330]
- article-paragraph: ঝিনাইদহের কালীগঞ্জ উপজেলায় জ্বালানি তেলের সংকটকে কেন্দ্র করে উপজেলা পরিষদের কার্যালয় ঘেরাও করে বিক্ষোভ করেছেন বিভিন্ন কোম্পানির বিক্রয়কর্মীদের সংগঠন এসআর সমিতির সদস্যরা। বৃহস্পতিবার (২ এপ্রিল) সকাল ১১টায় প্রায় দুই শতাধিক মোটরসাইকেল নিয়ে কালীগঞ্জ উপজেলা পরিষদের সামনে জড়ো হয়ে তারা প্রায় ঘণ্টাব্যাপী এই বিক্ষোভ কর্মসূচি পালন করেন।: [455, 546, 869, 633]
- football-title: ৬৮ মিনিটে ২-০ লিড: [897, 1713, 1083, 1740]
- miking-title: মাইকিং করে মব: [167, 1436, 305, 1463]
- left-column: [22, 127, 450, 2373]
